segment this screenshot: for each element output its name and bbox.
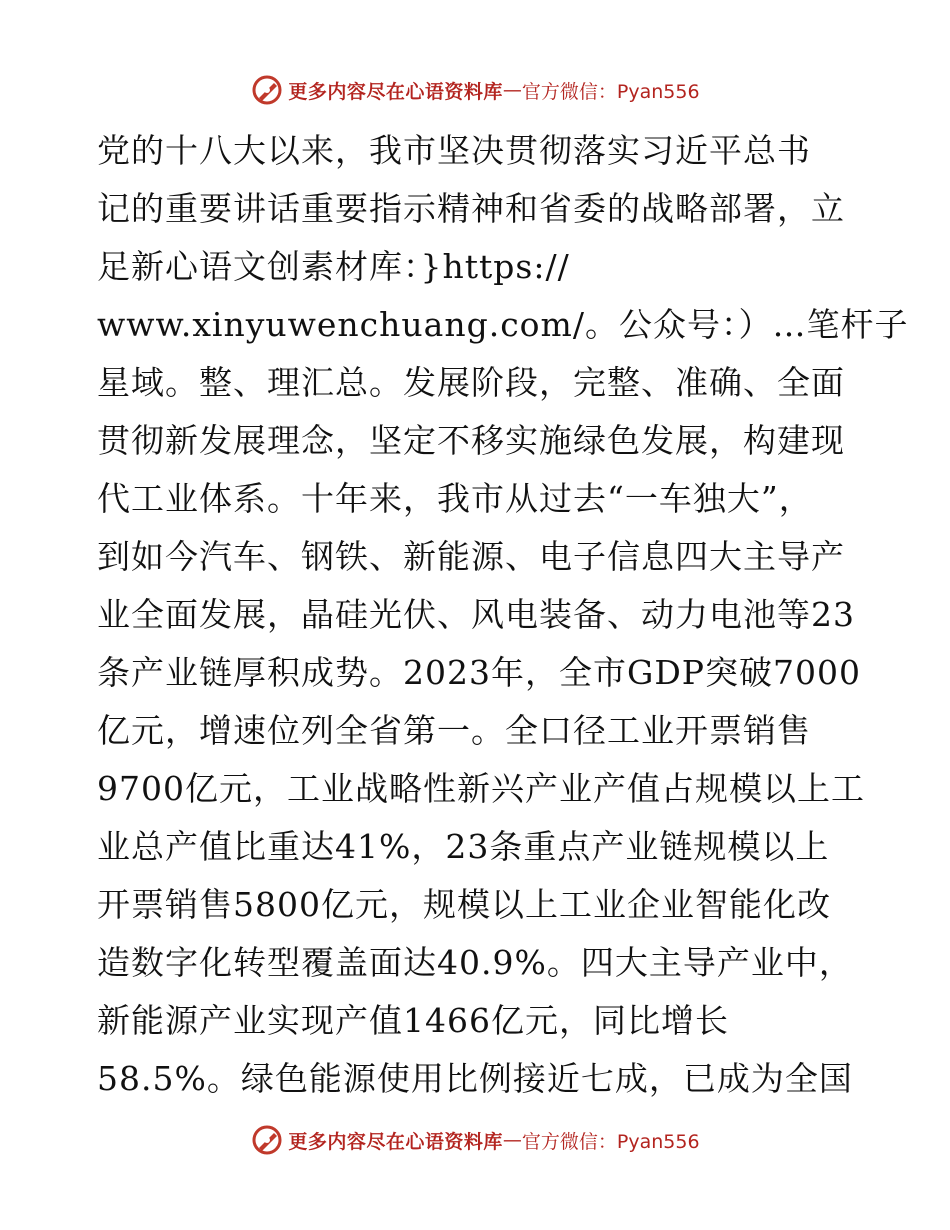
document-body [97, 122, 909, 1108]
paragraph-line: 新能源产业实现产值1466亿元，同比增长 [97, 1001, 729, 1040]
paragraph-line: 58.5%。绿色能源使用比例接近七成，已成为全国 [97, 1059, 853, 1098]
paragraph-line: 党的十八大以来，我市坚决贯彻落实习近平总书 [97, 131, 811, 170]
paragraph-line: 到如今汽车、钢铁、新能源、电子信息四大主导产 [97, 537, 845, 576]
paragraph-line: 星域。整、理汇总。发展阶段，完整、准确、全面 [97, 363, 845, 402]
pen-logo-icon [250, 73, 284, 107]
footer-watermark [0, 1122, 950, 1158]
paragraph-line: 代工业体系。十年来，我市从过去“一车独大”， [97, 479, 813, 518]
watermark-main-text: 更多内容尽在心语资料库 [288, 1130, 503, 1153]
paragraph-line: 业全面发展，晶硅光伏、风电装备、动力电池等23 [97, 595, 855, 634]
paragraph-line: 贯彻新发展理念，坚定不移实施绿色发展，构建现 [97, 421, 845, 460]
watermark-sub-text: 官方微信：Pyan556 [521, 80, 700, 103]
paragraph-line: 业总产值比重达41%，23条重点产业链规模以上 [97, 827, 830, 866]
paragraph-line: 记的重要讲话重要指示精神和省委的战略部署，立 [97, 189, 845, 228]
paragraph-line: 开票销售5800亿元，规模以上工业企业智能化改 [97, 885, 831, 924]
paragraph-line: 条产业链厚积成势。2023年，全市GDP突破7000 [97, 653, 861, 692]
paragraph-line: 造数字化转型覆盖面达40.9%。四大主导产业中， [97, 943, 853, 982]
paragraph-line: 9700亿元，工业战略性新兴产业产值占规模以上工 [97, 769, 865, 808]
pen-logo-icon [250, 1123, 284, 1157]
watermark-dash: — [502, 1129, 522, 1151]
watermark-dash: — [502, 79, 522, 101]
paragraph-line: 亿元，增速位列全省第一。全口径工业开票销售 [97, 711, 811, 750]
watermark-sub-text: 官方微信：Pyan556 [521, 1130, 700, 1153]
paragraph-line: 足新心语文创素材库：}https:// [97, 247, 570, 286]
paragraph-line: www.xinyuwenchuang.com/。公众号：）…笔杆子 [97, 305, 909, 344]
watermark-main-text: 更多内容尽在心语资料库 [288, 80, 503, 103]
header-watermark [0, 72, 950, 108]
